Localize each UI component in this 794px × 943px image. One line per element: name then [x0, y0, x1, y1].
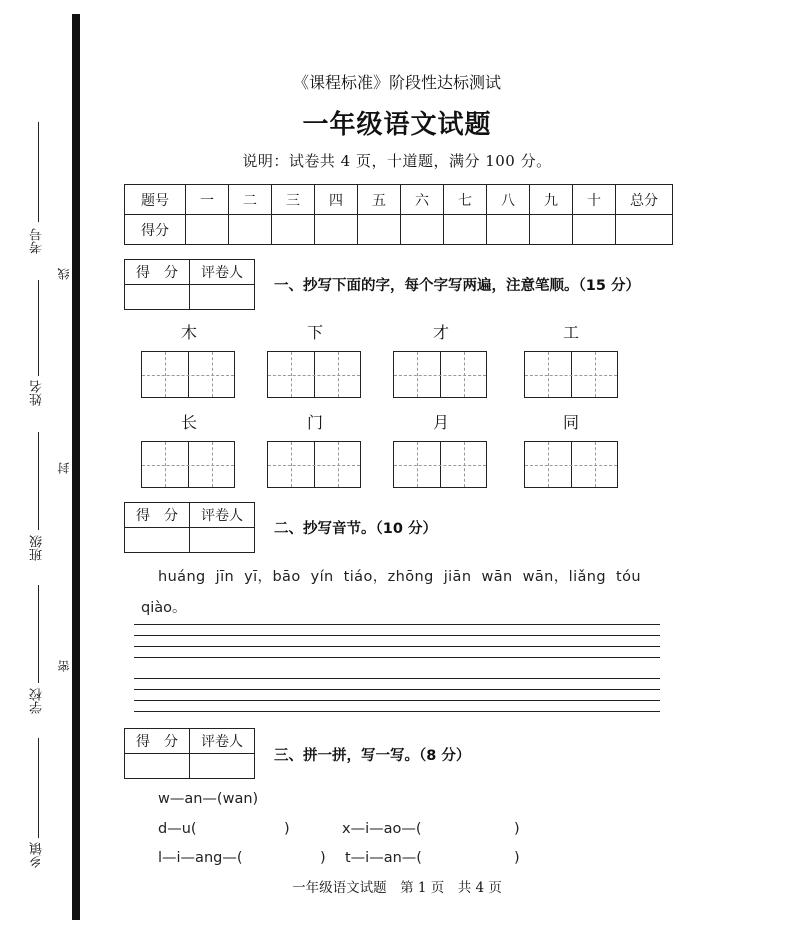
grader-box-q2 [124, 502, 255, 553]
question-3-title: 三、拼一拼，写一写。（8 分） [274, 748, 471, 764]
grader-name-label: 评卷人 [190, 729, 255, 754]
writing-grid[interactable] [524, 351, 618, 398]
writing-line[interactable] [134, 624, 660, 625]
score-table-header-cell: 题号 [125, 185, 186, 215]
spell-item-close: ) [320, 850, 326, 866]
writing-line[interactable] [134, 678, 660, 679]
seal-mark-secret: 密 [57, 660, 71, 672]
grader-name-label: 评卷人 [190, 260, 255, 285]
grader-name-cell[interactable] [190, 528, 255, 553]
score-cell[interactable] [186, 215, 229, 245]
seal-mark-seal: 封 [57, 462, 71, 474]
township-line [38, 738, 39, 838]
score-cell[interactable] [487, 215, 530, 245]
score-table-row-label: 得分 [125, 215, 186, 245]
grader-box-q3 [124, 728, 255, 779]
grader-score-cell[interactable] [125, 528, 190, 553]
score-table-header-cell: 五 [358, 185, 401, 215]
score-table-header-cell: 三 [272, 185, 315, 215]
spell-item-open: x—i—ao—( [342, 821, 422, 837]
exam-note: 说明：试卷共 4 页，十道题，满分 100 分。 [242, 152, 552, 170]
question-1-title: 一、抄写下面的字，每个字写两遍，注意笔顺。（15 分） [274, 278, 640, 294]
char-prompt: 月 [432, 413, 449, 432]
exam-title: 一年级语文试题 [302, 110, 492, 140]
grader-name-label: 评卷人 [190, 503, 255, 528]
class-line [38, 432, 39, 530]
score-cell[interactable] [272, 215, 315, 245]
page-footer: 一年级语文试题 第 1 页 共 4 页 [292, 880, 502, 896]
score-cell[interactable] [401, 215, 444, 245]
char-prompt: 工 [562, 323, 579, 342]
spell-item-open: l—i—ang—( [158, 850, 243, 866]
pinyin-example: w—an—(wan) [158, 791, 259, 807]
spell-item-close: ) [284, 821, 290, 837]
score-table-score-row [125, 215, 673, 245]
writing-grid[interactable] [393, 351, 487, 398]
grader-name-cell[interactable] [190, 285, 255, 310]
score-table-header-cell: 总分 [616, 185, 673, 215]
score-cell[interactable] [616, 215, 673, 245]
score-table-header-row [125, 185, 673, 215]
score-table-header-cell: 七 [444, 185, 487, 215]
writing-grid[interactable] [141, 351, 235, 398]
char-prompt: 同 [562, 413, 579, 432]
exam-number-label: 考号 [30, 228, 45, 254]
writing-grid[interactable] [267, 441, 361, 488]
writing-line[interactable] [134, 635, 660, 636]
writing-grid[interactable] [267, 351, 361, 398]
score-table-header-cell: 六 [401, 185, 444, 215]
score-cell[interactable] [315, 215, 358, 245]
spell-item-open: t—i—an—( [345, 850, 422, 866]
char-prompt: 木 [180, 323, 197, 342]
score-cell[interactable] [573, 215, 616, 245]
score-cell[interactable] [444, 215, 487, 245]
char-prompt: 门 [306, 413, 323, 432]
writing-line[interactable] [134, 657, 660, 658]
grader-score-label: 得 分 [125, 503, 190, 528]
grader-name-cell[interactable] [190, 754, 255, 779]
score-table-header-cell: 九 [530, 185, 573, 215]
grader-score-label: 得 分 [125, 729, 190, 754]
question-2-title: 二、抄写音节。（10 分） [274, 521, 437, 537]
score-cell[interactable] [229, 215, 272, 245]
score-table-header-cell: 八 [487, 185, 530, 215]
score-cell[interactable] [358, 215, 401, 245]
score-table-header-cell: 四 [315, 185, 358, 215]
score-table-header-cell: 二 [229, 185, 272, 215]
exam-subtitle: 《课程标准》阶段性达标测试 [292, 73, 501, 92]
score-cell[interactable] [530, 215, 573, 245]
char-prompt: 下 [306, 323, 323, 342]
writing-grid[interactable] [393, 441, 487, 488]
writing-line[interactable] [134, 700, 660, 701]
score-table [124, 184, 673, 245]
township-label: 乡镇 [30, 842, 45, 868]
writing-grid[interactable] [141, 441, 235, 488]
name-line [38, 280, 39, 376]
grader-score-cell[interactable] [125, 754, 190, 779]
grader-box-q1 [124, 259, 255, 310]
writing-grid[interactable] [524, 441, 618, 488]
pinyin-line-2: qiào。 [141, 600, 187, 616]
school-label: 学校 [30, 688, 45, 714]
score-table-header-cell: 十 [573, 185, 616, 215]
spell-item-close: ) [514, 821, 520, 837]
writing-line[interactable] [134, 689, 660, 690]
char-prompt: 长 [180, 413, 197, 432]
grader-score-label: 得 分 [125, 260, 190, 285]
grader-score-cell[interactable] [125, 285, 190, 310]
class-label: 班级 [30, 535, 45, 561]
pinyin-line-1: huáng jīn yī，bāo yín tiáo，zhōng jiān wān wān，liǎng tóu [158, 569, 641, 585]
name-label: 姓名 [30, 380, 45, 406]
writing-line[interactable] [134, 646, 660, 647]
seal-mark-line: 线 [57, 268, 71, 280]
score-table-header-cell: 一 [186, 185, 229, 215]
school-line [38, 585, 39, 683]
char-prompt: 才 [432, 323, 449, 342]
writing-line[interactable] [134, 711, 660, 712]
spell-item-open: d—u( [158, 821, 197, 837]
spell-item-close: ) [514, 850, 520, 866]
